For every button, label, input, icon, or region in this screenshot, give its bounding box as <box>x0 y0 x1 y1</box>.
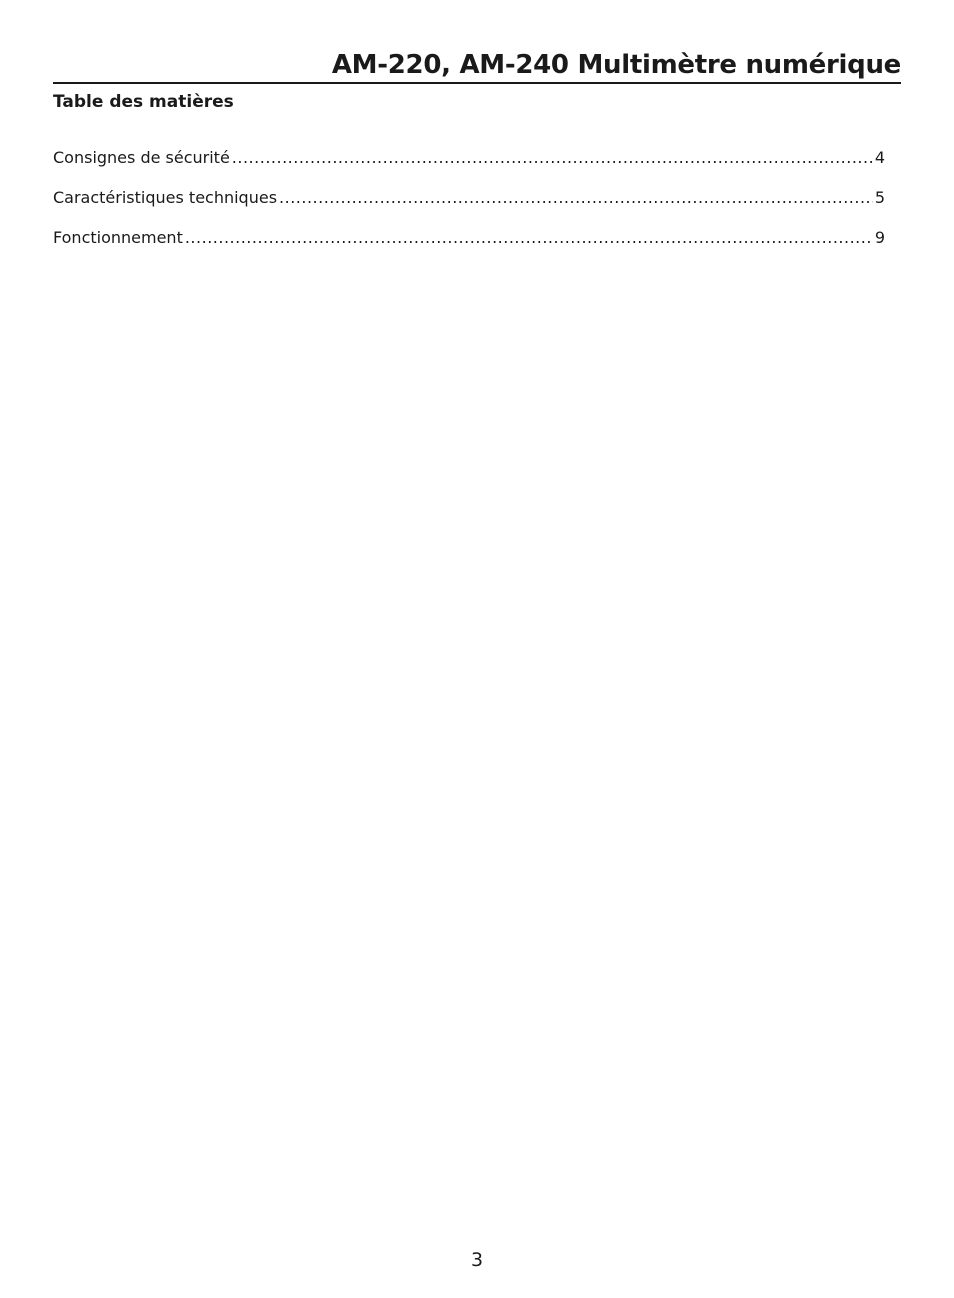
toc-dot-leader <box>232 146 873 170</box>
document-header <box>53 46 901 84</box>
toc-entry-page: 5 <box>874 188 885 207</box>
toc-dot-leader <box>279 186 873 210</box>
toc-entry-label: Consignes de sécurité <box>53 148 230 167</box>
toc-entry-safety[interactable] <box>53 146 885 170</box>
toc-entry-label: Caractéristiques techniques <box>53 188 278 207</box>
toc-entry-specifications[interactable] <box>53 186 885 210</box>
toc-list <box>53 146 885 266</box>
toc-dot-leader <box>185 226 873 250</box>
document-title: AM-220, AM-240 Multimètre numérique <box>331 50 901 80</box>
toc-entry-page: 4 <box>874 148 885 167</box>
toc-entry-page: 9 <box>874 228 885 247</box>
toc-entry-operation[interactable] <box>53 226 885 250</box>
toc-entry-label: Fonctionnement <box>53 228 183 247</box>
page-number: 3 <box>470 1249 484 1271</box>
toc-heading: Table des matières <box>53 92 234 112</box>
